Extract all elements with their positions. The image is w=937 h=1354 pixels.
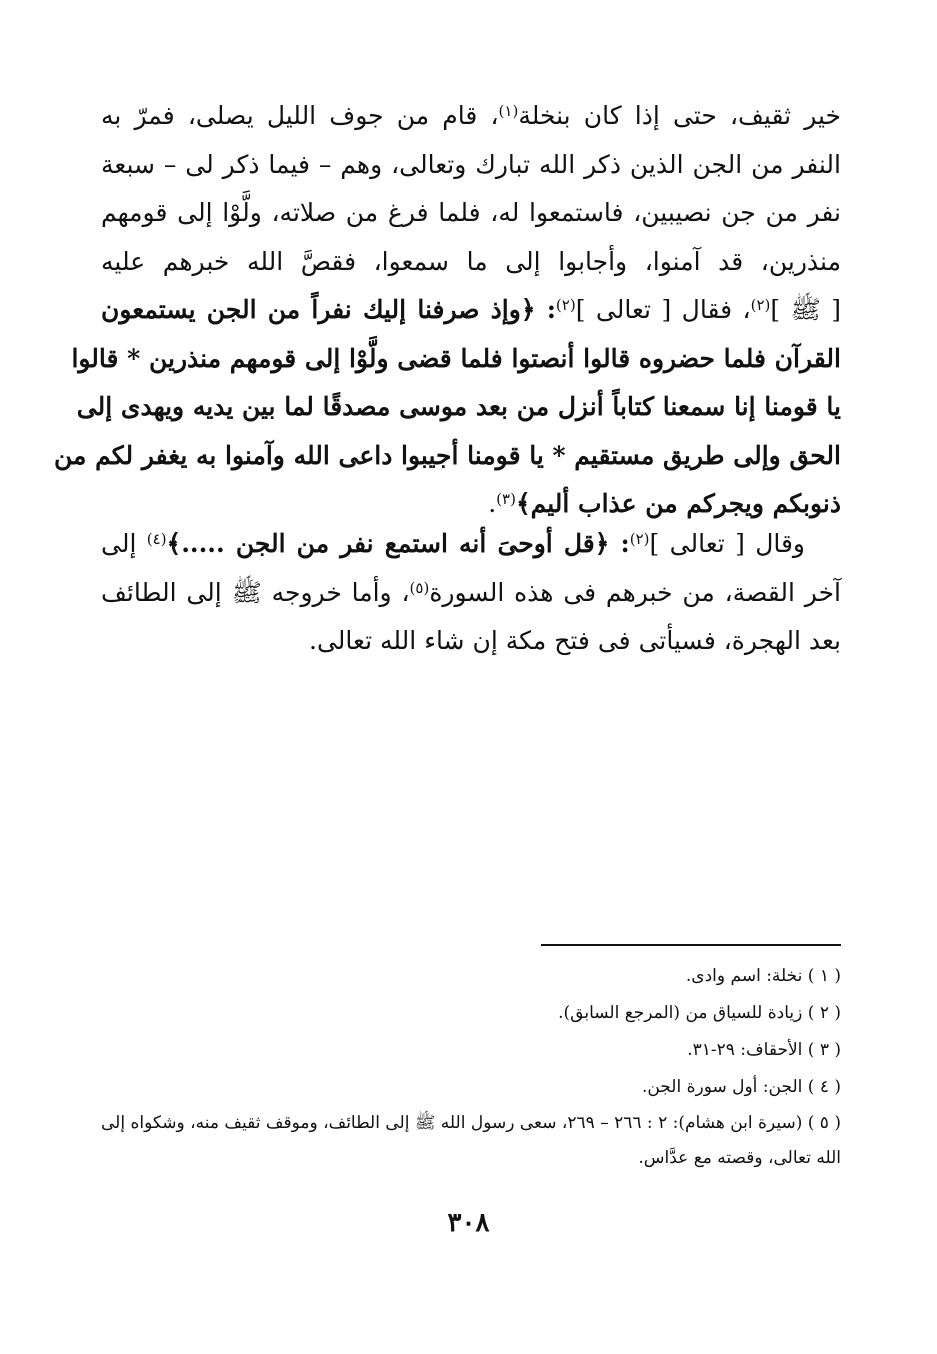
text-segment: آخر القصة، من خبرهم فى هذه السورة [429,577,841,607]
footnote-ref-4[interactable]: (٤) [146,530,167,548]
footnote-ref-1[interactable]: (١) [498,102,519,120]
paragraph-2-line-1 [101,520,841,569]
footnote-5: ( ٥ ) (سيرة ابن هشام): ٢ : ٢٦٦ – ٢٦٩، سعى رسول الله ﷺ إلى الطائف، وموقف ثقيف منه، وشكواه إلى الله تعالى، وقصته مع عدَّاس. [101,1113,841,1168]
quran-quote-segment: ذنوبكم ويجركم من عذاب أليم﴾ [515,489,841,518]
text-segment: ، فقال [ تعالى ] [575,295,751,324]
paragraph-2-line-2 [101,569,841,618]
footnote-ref-5[interactable]: (٥) [409,578,430,597]
text-segment: وقال [ تعالى ] [649,529,805,558]
footnote-3: ( ٣ ) الأحقاف: ٢٩-٣١. [687,1040,841,1060]
paragraph-1-line-6: القرآن فلما حضروه قالوا أنصتوا فلما قضى ولَّوْا إلى قومهم منذرين * قالوا [71,343,841,373]
footnote-separator-rule [541,944,841,946]
footnotes-section [101,958,841,1176]
text-segment: إلى [101,529,147,558]
footnote-1: ( ١ ) نخلة: اسم وادى. [685,966,841,986]
footnote-ref-2[interactable]: (٢) [555,296,576,314]
quran-quote-segment: : ﴿وإذ صرفنا إليك نفراً من الجن يستمعون [101,295,556,324]
footnote-ref-2[interactable]: (٢) [629,530,650,548]
paragraph-1-line-2: النفر من الجن الذين ذكر الله تبارك وتعالى، وهم – فيما ذكر لى – سبعة [101,149,841,179]
paragraph-1-line-7: يا قومنا إنا سمعنا كتاباً أنزل من بعد موسى مصدقًا لما بين يديه ويهدى إلى [76,392,841,421]
paragraph-1 [53,92,841,529]
text-segment: خير ثقيف، حتى إذا كان بنخلة [518,101,841,130]
paragraph-1-line-4: منذرين، قد آمنوا، وأجابوا إلى ما سمعوا، فقصَّ الله خبرهم عليه [101,246,841,276]
text-segment: ، قام من جوف الليل يصلى، فمرّ به [101,101,499,130]
footnote-4: ( ٤ ) الجن: أول سورة الجن. [641,1077,841,1097]
footnote-ref-3[interactable]: (٣) [496,490,516,508]
page-number: ٣٠٨ [447,1208,490,1238]
paragraph-2 [101,520,841,666]
text-segment: ، وأما خروجه ﷺ إلى الطائف [101,577,410,607]
footnote-ref-2[interactable]: (٢) [750,296,771,314]
paragraph-1-line-1 [101,92,841,141]
quran-quote-segment: : ﴿قل أوحىَ أنه استمع نفر من الجن .....﴾ [166,529,630,558]
footnote-2: ( ٢ ) زيادة للسياق من (المرجع السابق). [558,1003,841,1023]
paragraph-2-line-3: بعد الهجرة، فسيأتى فى فتح مكة إن شاء الله تعالى. [309,626,841,655]
paragraph-1-line-8: الحق وإلى طريق مستقيم * يا قومنا أجيبوا داعى الله وآمنوا به يغفر لكم من [53,440,841,470]
paragraph-1-line-3: نفر من جن نصيبين، فاستمعوا له، فلما فرغ من صلاته، ولَّوْا إلى قومهم [101,198,841,227]
paragraph-1-line-5 [101,286,841,335]
text-segment: [ ﷺ ] [770,295,841,324]
text-segment: . [488,489,497,518]
